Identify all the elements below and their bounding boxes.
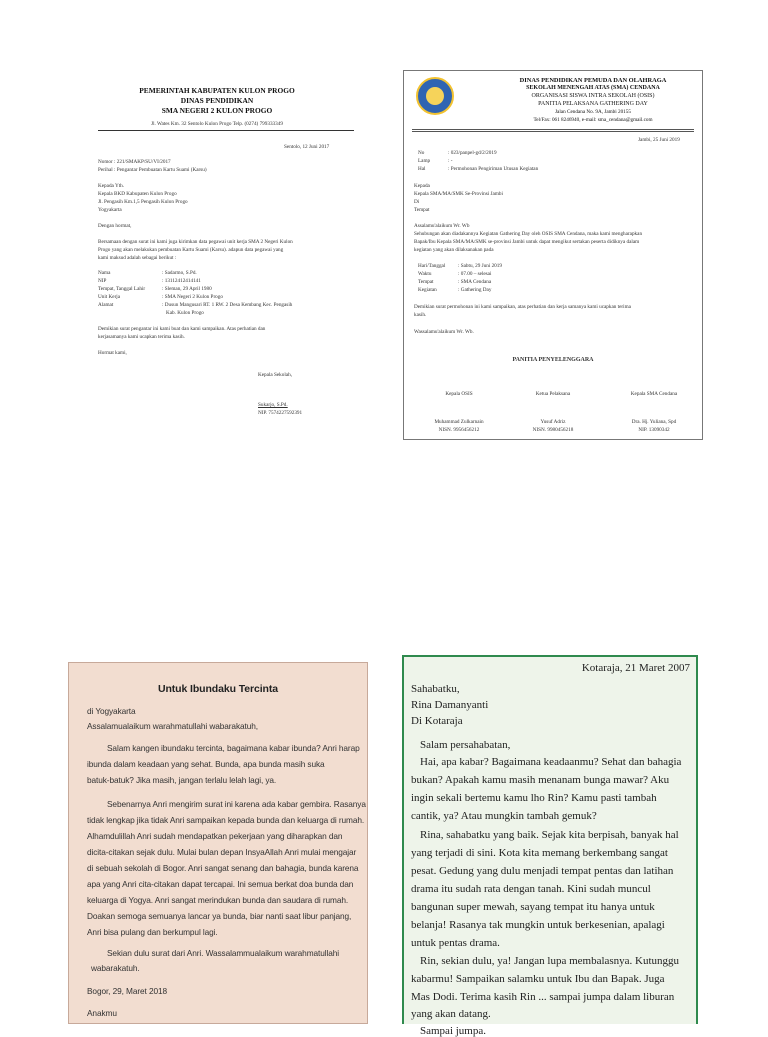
closing: Hormat kami,	[98, 350, 127, 356]
event-label: Tempat	[418, 279, 434, 285]
letter-title: Untuk Ibundaku Tercinta	[157, 683, 278, 695]
body-line: batuk-batuk? Jika masih, jangan terlalu lelah lagi, ya.	[87, 775, 277, 785]
letterhead-line: PEMERINTAH KABUPATEN KULON PROGO	[139, 86, 295, 95]
signer-id: NISN. 9980456218	[532, 427, 574, 433]
body-line: Salam kangen ibundaku tercinta, bagaimana kabar ibunda? Anri harap	[107, 743, 360, 753]
body-line: drama itu sudah rata dengan tanah. Kini sudah muncul	[411, 883, 651, 895]
event-value: : 07.00 – selesai	[458, 271, 492, 277]
letter-date: Kotaraja, 21 Maret 2007	[581, 662, 690, 674]
body-line: kabarmu! Sampaikan salamku untuk Ibu dan Bapak. Juga	[411, 973, 665, 985]
event-label: Kegiatan	[418, 287, 437, 293]
field-label: Alamat	[98, 302, 114, 308]
field-label: Unit Kerja	[98, 294, 121, 300]
body-line: belanja! Rasanya tak mungkin untuk berkesenian, apalagi	[411, 919, 665, 931]
event-value: : SMA Cendana	[458, 279, 492, 285]
body-line: Rina, sahabatku yang baik. Sejak kita berpisah, banyak hal	[420, 829, 679, 841]
body-line: kami maksud adalah sebagai berikut :	[98, 255, 177, 261]
signer-id: NISN. 9956456212	[438, 427, 480, 433]
recipient-line: Rina Damanyanti	[411, 699, 489, 711]
closing: Sampai jumpa.	[420, 1025, 486, 1037]
greeting: Dengan hormat,	[98, 223, 132, 229]
letterhead-line: Jalan Cendana No. 9A, Jambi 20155	[555, 109, 631, 115]
education-office-logo	[416, 77, 454, 115]
field-value: : Dusun Mangusari RT. 1 RW. 2 Desa Kembang Kec. Pengasih	[162, 302, 293, 308]
event-label: Waktu	[418, 271, 432, 277]
recipient-line: Yogyakarta	[98, 207, 122, 213]
body-line: Hai, apa kabar? Bagaimana keadaanmu? Sehat dan bahagia	[420, 756, 682, 768]
signer-id: NIP. 13090342	[638, 427, 670, 433]
meta-value: : Permohonan Pengiriman Utusan Kegiatan	[448, 166, 539, 172]
body-line: Rin, sekian dulu, ya! Jangan lupa membalasnya. Kutunggu	[420, 955, 680, 967]
body-line: kegiatan yang akan dilaksanakan pada	[414, 247, 494, 253]
event-value: : Gathering Day	[458, 287, 492, 293]
body-line: yang terjadi di sini. Kota kita memang berkembang sangat	[411, 847, 668, 859]
recipient-line: Kepala SMA/MA/SMK Se-Provinsi Jambi	[414, 191, 503, 197]
recipient-line: Di	[414, 199, 420, 205]
field-value: : Sadarmo, S.Pd.	[162, 270, 197, 276]
letterhead-line: SMA NEGERI 2 KULON PROGO	[161, 106, 273, 115]
recipient-line: Tempat	[414, 207, 430, 213]
body-line: kasih.	[414, 312, 427, 318]
letterhead-line: Tel/Fax: 061 8246940, e-mail: sma_cendana@gmail.com	[533, 117, 653, 123]
body-line: di Yogyakarta	[87, 706, 136, 716]
closing: Anakmu	[87, 1008, 117, 1018]
salam: Assalamu'alaikum Wr. Wb	[414, 223, 470, 229]
letterhead-line: SEKOLAH MENENGAH ATAS (SMA) CENDANA	[526, 85, 660, 91]
meta-label: Lamp	[418, 158, 431, 164]
body-line: di sebuah sekolah di Bogor. Anri sangat senang dan bahagia, bunda karena	[87, 863, 359, 873]
body-line: yang akan datang.	[411, 1008, 491, 1020]
body-line: Sekian dulu surat dari Anri. Wassalammualaikum warahmatullahi	[107, 948, 340, 958]
greeting: Salam persahabatan,	[420, 739, 511, 751]
recipient-line: Sahabatku,	[411, 683, 460, 695]
recipient-line: Di Kotaraja	[411, 715, 463, 727]
signer-title: Ketua Pelaksana	[535, 391, 571, 397]
body-line: wabarakatuh.	[91, 963, 140, 973]
signer-name: Yusuf Adriz	[540, 419, 566, 425]
letterhead-line: DINAS PENDIDIKAN	[180, 96, 254, 105]
body-line: Anri bisa pulang dan berkumpul lagi.	[87, 927, 218, 937]
letter-official-osis-cendana	[403, 70, 703, 440]
body-line: untuk pentas drama.	[411, 937, 500, 949]
letter-personal-sahabat	[402, 655, 698, 1037]
event-label: Hari/Tanggal	[418, 263, 446, 269]
signer-title: Kepala SMA Cendana	[630, 391, 678, 397]
body-line: Assalamualaikum warahmatullahi wabarakatuh,	[87, 721, 258, 731]
recipient-line: Kepala BKD Kabupaten Kulon Progo	[98, 191, 177, 197]
letter-number: Nomor : 221/SMAKP/SU/VI/2017	[98, 159, 171, 165]
letterhead-rule	[412, 131, 694, 132]
body-line: Doakan semoga semuanya lancar ya bunda, biar nanti saat libur panjang,	[87, 911, 352, 921]
signer-title: Kepala Sekolah,	[258, 372, 292, 378]
body-line: dicita-citakan sejak dulu. Mulai bulan depan InsyaAllah Anri mulai mengajar	[87, 847, 357, 857]
wassalam: Wassalamu'alaikum Wr. Wb.	[414, 329, 474, 335]
committee-heading: PANITIA PENYELENGGARA	[512, 357, 594, 363]
body-line: cantik, ya? Atau mungkin tambah gemuk?	[411, 810, 597, 822]
signer-name: Muhammad Zulkarnain	[434, 419, 484, 425]
event-value: : Sabtu, 29 Juni 2019	[458, 263, 502, 269]
body-line: Demikian surat pengantar ini kami buat dan kami sampaikan. Atas perhatian dan	[98, 326, 266, 332]
body-line: Sehubungan akan diadakannya Kegiatan Gathering Day oleh OSIS SMA Cendana, maka kami mengharapkan	[414, 231, 643, 237]
field-value: : SMA Negeri 2 Kulon Progo	[162, 294, 223, 300]
body-line: keluarga di Yogya. Anri sangat merindukan bunda dan saudara di rumah.	[87, 895, 349, 905]
letterhead-line: DINAS PENDIDIKAN PEMUDA DAN OLAHRAGA	[519, 77, 667, 84]
field-label: NIP	[98, 278, 107, 284]
signer-title: Kepala OSIS	[445, 391, 473, 397]
body-line: ingin sekali bertemu kamu lho Rin? Kamu pasti tambah	[411, 792, 657, 804]
signer-name: Sukarjo, S.Pd.	[258, 402, 288, 408]
recipient-line: Jl. Pengasih Km.1,5 Pengasih Kulon Progo	[98, 199, 188, 205]
letterhead-line: PANITIA PELAKSANA GATHERING DAY	[538, 101, 648, 107]
body-line: bukan? Apakah kamu masih menanam bunga mawar? Aku	[411, 774, 670, 786]
body-line: Progo yang akan melakukan pembuatan Kartu Suami (Karsu). adapun data pegawai yang	[98, 247, 284, 253]
meta-value: : -	[448, 158, 453, 164]
meta-label: Hal	[418, 166, 426, 172]
letter-official-sma-kulon-progo	[70, 72, 364, 442]
letter-date: Sentolo, 12 Juni 2017	[284, 144, 330, 150]
body-line: bangunan super mewah, sayang tempat itu hanya untuk	[411, 901, 655, 913]
body-line: ibunda dalam keadaan yang sehat. Bunda, apa bunda masih suka	[87, 759, 325, 769]
letter-date: Bogor, 29, Maret 2018	[87, 986, 168, 996]
letterhead-rule	[412, 129, 694, 130]
body-line: Mas Dodi. Terima kasih Rin ... sampai jumpa dalam liburan	[411, 991, 675, 1003]
letterhead-address: Jl. Wates Km. 32 Sentolo Kulon Progo Telp. (0274) 799333349	[151, 121, 283, 127]
letter-date: Jambi, 25 Juni 2019	[638, 137, 680, 143]
body-line: Alhamdulillah Anri sudah mendapatkan pekerjaan yang diharapkan dan	[87, 831, 343, 841]
body-line: kerjasamanya kami ucapkan terima kasih.	[98, 334, 185, 340]
field-value: Kab. Kulon Progo	[166, 310, 204, 316]
letterhead-rule	[98, 130, 354, 131]
field-value: : 13112412414141	[162, 278, 201, 284]
signer-name: Dra. Hj. Yuliana, Spd	[631, 419, 677, 425]
recipient-line: Kepada Yth.	[98, 183, 125, 189]
body-line: pesat. Gedung yang dulu menjadi tempat pentas dan latihan	[411, 865, 674, 877]
body-line: tidak lengkap jika tidak Anri sampaikan kepada bunda dan keluarga di rumah.	[87, 815, 365, 825]
signer-nip: NIP. 7574227592391	[258, 410, 303, 416]
meta-label: No	[418, 150, 425, 156]
field-label: Nama	[98, 270, 111, 276]
body-line: Demikian surat permohonan ini kami sampaikan, atas perhatian dan kerja samanya kami ucapkan terima	[414, 304, 631, 310]
field-value: : Sleman, 29 April 1980	[162, 286, 212, 292]
letter-personal-ibunda	[68, 662, 368, 1024]
body-line: Sebenarnya Anri mengirim surat ini karena ada kabar gembira. Rasanya	[107, 799, 366, 809]
body-line: Bapak/Ibu Kepala SMA/MA/SMK se-provinsi Jambi untuk dapat mengikut sertakan peserta didiknya dalam	[414, 239, 640, 245]
body-line: Bersamaan dengan surat ini kami juga kirimkan data pegawai unit kerja SMA 2 Negeri Kulon	[98, 239, 293, 245]
recipient-line: Kepada	[414, 183, 430, 189]
letterhead-line: ORGANISASI SISWA INTRA SEKOLAH (OSIS)	[531, 93, 655, 99]
meta-value: : 023/panpel-gd/2/2019	[448, 150, 497, 156]
letter-subject: Perihal : Pengantar Pembuatan Kartu Suami (Karsu)	[98, 167, 207, 173]
field-label: Tempat, Tanggal Lahir	[98, 286, 146, 292]
body-line: apa yang Anri cita-citakan dapat tercapai. Ini semua berkat doa bunda dan	[87, 879, 354, 889]
